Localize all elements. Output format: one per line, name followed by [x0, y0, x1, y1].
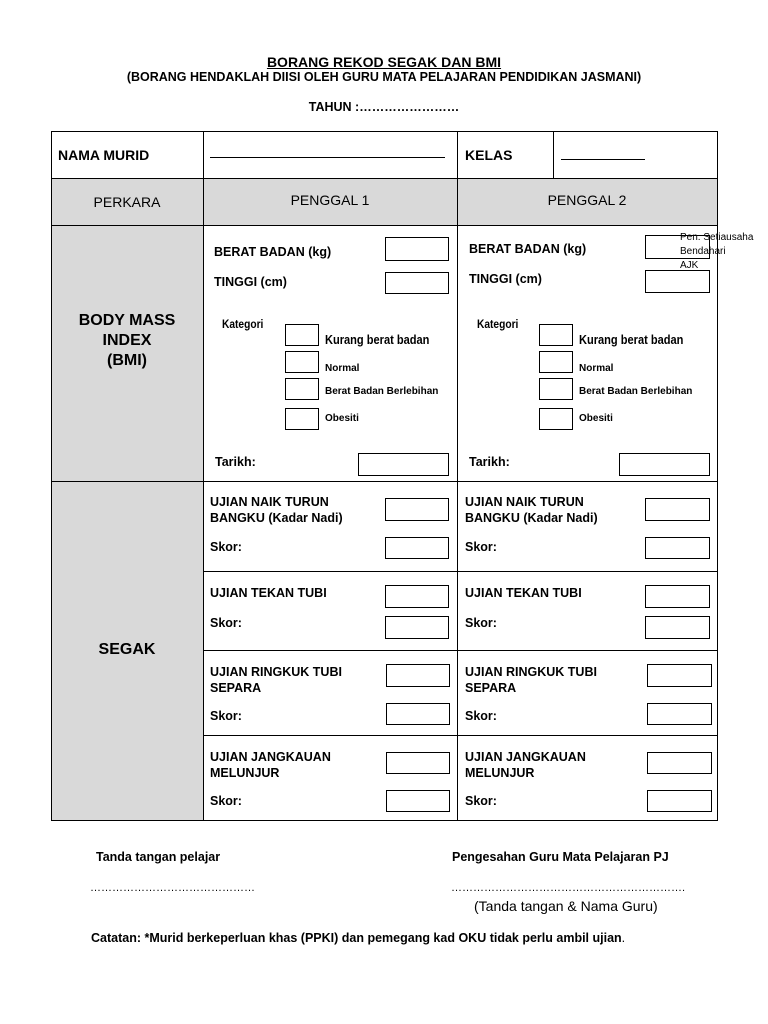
obese-checkbox-term1[interactable]: [285, 408, 319, 430]
test2-value-input-term2[interactable]: [645, 585, 710, 608]
student-name-field[interactable]: [210, 157, 445, 158]
test2-score-input-term2[interactable]: [645, 616, 710, 639]
test1-score-label-term2: Skor:: [465, 540, 497, 554]
student-signature-line[interactable]: ………………………………………: [90, 882, 255, 894]
overweight-checkbox-term2[interactable]: [539, 378, 573, 400]
teacher-signature-label: Pengesahan Guru Mata Pelajaran PJ: [452, 850, 669, 864]
test3-score-label-term1: Skor:: [210, 709, 242, 723]
date-input-term1[interactable]: [358, 453, 449, 476]
class-field[interactable]: [561, 159, 645, 160]
test1-value-input-term2[interactable]: [645, 498, 710, 521]
weight-input-term2-overlay: [645, 235, 680, 259]
height-label-term2: TINGGI (cm): [469, 272, 542, 286]
test3-label-term2: UJIAN RINGKUK TUBI SEPARA: [465, 665, 597, 695]
teacher-signature-caption: (Tanda tangan & Nama Guru): [474, 898, 658, 914]
underweight-label-term2: Kurang berat badan: [579, 332, 684, 347]
test3-value-input-term1[interactable]: [386, 664, 450, 687]
test1-label-term1: UJIAN NAIK TURUN BANGKU (Kadar Nadi): [210, 495, 343, 525]
test2-label-term2: UJIAN TEKAN TUBI: [465, 586, 582, 600]
weight-input-term1[interactable]: [385, 237, 449, 261]
year-field[interactable]: TAHUN :……………………: [308, 100, 460, 114]
weight-label-term2: BERAT BADAN (kg): [469, 242, 587, 256]
test1-score-input-term1[interactable]: [385, 537, 449, 559]
test2-value-input-term1[interactable]: [385, 585, 449, 608]
test4-value-input-term1[interactable]: [386, 752, 450, 774]
overweight-label-term2: Berat Badan Berlebihan: [579, 386, 693, 397]
test4-score-label-term2: Skor:: [465, 794, 497, 808]
test4-label-term1: UJIAN JANGKAUAN MELUNJUR: [210, 750, 331, 780]
teacher-signature-line[interactable]: ……………………………………………………….: [451, 882, 686, 894]
height-label-term1: TINGGI (cm): [214, 275, 287, 289]
obese-checkbox-term2[interactable]: [539, 408, 573, 430]
underweight-label-term1: Kurang berat badan: [325, 332, 430, 347]
overweight-checkbox-term1[interactable]: [285, 378, 319, 400]
test4-score-input-term2[interactable]: [647, 790, 712, 812]
height-input-term1[interactable]: [385, 272, 449, 294]
test2-score-label-term2: Skor:: [465, 616, 497, 630]
overweight-label-term1: Berat Badan Berlebihan: [325, 386, 439, 397]
underweight-checkbox-term1[interactable]: [285, 324, 319, 346]
test2-label-term1: UJIAN TEKAN TUBI: [210, 586, 327, 600]
date-input-term2[interactable]: [619, 453, 710, 476]
student-signature-label: Tanda tangan pelajar: [96, 850, 221, 864]
test4-score-input-term1[interactable]: [386, 790, 450, 812]
normal-label-term2: Normal: [579, 363, 614, 374]
obese-label-term1: Obesiti: [325, 413, 359, 424]
bmi-section-label: BODY MASS INDEX (BMI): [78, 312, 176, 369]
test1-label-term2: UJIAN NAIK TURUN BANGKU (Kadar Nadi): [465, 495, 598, 525]
test4-label-term2: UJIAN JANGKAUAN MELUNJUR: [465, 750, 586, 780]
normal-checkbox-term1[interactable]: [285, 351, 319, 373]
column-header-term1: PENGGAL 1: [290, 192, 370, 208]
category-label-term2: Kategori: [477, 317, 519, 331]
category-label-term1: Kategori: [222, 317, 264, 331]
test4-score-label-term1: Skor:: [210, 794, 242, 808]
segak-section-label: SEGAK: [98, 641, 156, 658]
obese-label-term2: Obesiti: [579, 413, 613, 424]
test3-score-input-term1[interactable]: [386, 703, 450, 725]
normal-label-term1: Normal: [325, 363, 360, 374]
date-label-term2: Tarikh:: [469, 455, 510, 469]
weight-label-term1: BERAT BADAN (kg): [214, 245, 332, 259]
test1-value-input-term1[interactable]: [385, 498, 449, 521]
column-header-term2: PENGGAL 2: [547, 192, 627, 208]
student-name-label: NAMA MURID: [58, 147, 150, 163]
date-label-term1: Tarikh:: [215, 455, 256, 469]
height-input-term2[interactable]: [645, 270, 710, 293]
form-note: Catatan: *Murid berkeperluan khas (PPKI) dan pemegang kad OKU tidak perlu ambil ujian.: [91, 931, 626, 945]
form-subtitle: (BORANG HENDAKLAH DIISI OLEH GURU MATA PELAJARAN PENDIDIKAN JASMANI): [126, 70, 642, 84]
column-header-item: PERKARA: [93, 194, 161, 210]
test2-score-input-term1[interactable]: [385, 616, 449, 639]
overflow-note: Pen. Setiausaha Bendahari AJK: [680, 232, 754, 271]
form-title: BORANG REKOD SEGAK DAN BMI: [266, 54, 502, 70]
class-label: KELAS: [465, 147, 513, 163]
test1-score-label-term1: Skor:: [210, 540, 242, 554]
test4-value-input-term2[interactable]: [647, 752, 712, 774]
underweight-checkbox-term2[interactable]: [539, 324, 573, 346]
test1-score-input-term2[interactable]: [645, 537, 710, 559]
test3-value-input-term2[interactable]: [647, 664, 712, 687]
test3-label-term1: UJIAN RINGKUK TUBI SEPARA: [210, 665, 342, 695]
test3-score-label-term2: Skor:: [465, 709, 497, 723]
normal-checkbox-term2[interactable]: [539, 351, 573, 373]
test2-score-label-term1: Skor:: [210, 616, 242, 630]
test3-score-input-term2[interactable]: [647, 703, 712, 725]
